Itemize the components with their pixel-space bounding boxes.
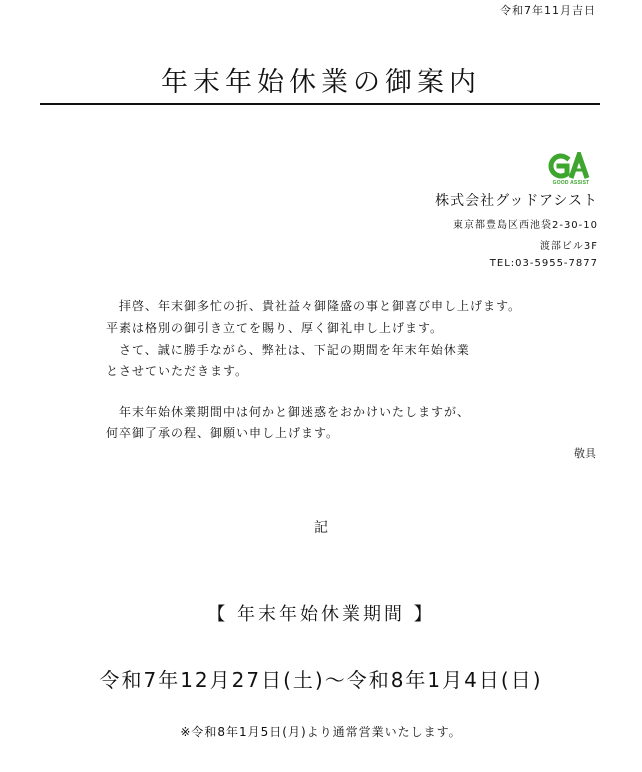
title-underline	[40, 103, 600, 105]
holiday-period-heading: 【 年末年始休業期間 】	[207, 604, 435, 625]
body-line-2: 平素は格別の御引き立てを賜り、厚く御礼申し上げます。	[106, 321, 444, 335]
page-title: 年末年始休業の御案内	[161, 67, 481, 98]
body-line-6: 何卒御了承の程、御願い申し上げます。	[106, 426, 340, 440]
good-assist-logo-icon	[545, 152, 597, 182]
closing-keigu: 敬具	[574, 447, 596, 460]
business-resume-note: ※令和8年1月5日(月)より通常営業いたします。	[180, 725, 462, 739]
address-line-1: 東京都豊島区西池袋2-30-10	[452, 220, 598, 231]
body-line-3: さて、誠に勝手ながら、弊社は、下記の期間を年末年始休業	[106, 343, 470, 357]
address-line-2: 渡部ビル3F	[539, 241, 598, 252]
holiday-period-dates: 令和7年12月27日(土)～令和8年1月4日(日)	[99, 668, 543, 692]
document-date: 令和7年11月吉日	[500, 4, 596, 17]
body-line-1: 拝啓、年末御多忙の折、貴社益々御隆盛の事と御喜び申し上げます。	[106, 299, 522, 313]
body-line-4: とさせていただきます。	[106, 364, 249, 378]
logo-caption: GOOD ASSIST	[552, 180, 590, 186]
company-logo	[545, 152, 597, 186]
ki-heading: 記	[314, 520, 328, 536]
body-line-5: 年末年始休業期間中は何かと御迷惑をおかけいたしますが、	[106, 405, 471, 419]
telephone: TEL:03-5955-7877	[489, 258, 598, 269]
company-name: 株式会社グッドアシスト	[435, 193, 598, 209]
